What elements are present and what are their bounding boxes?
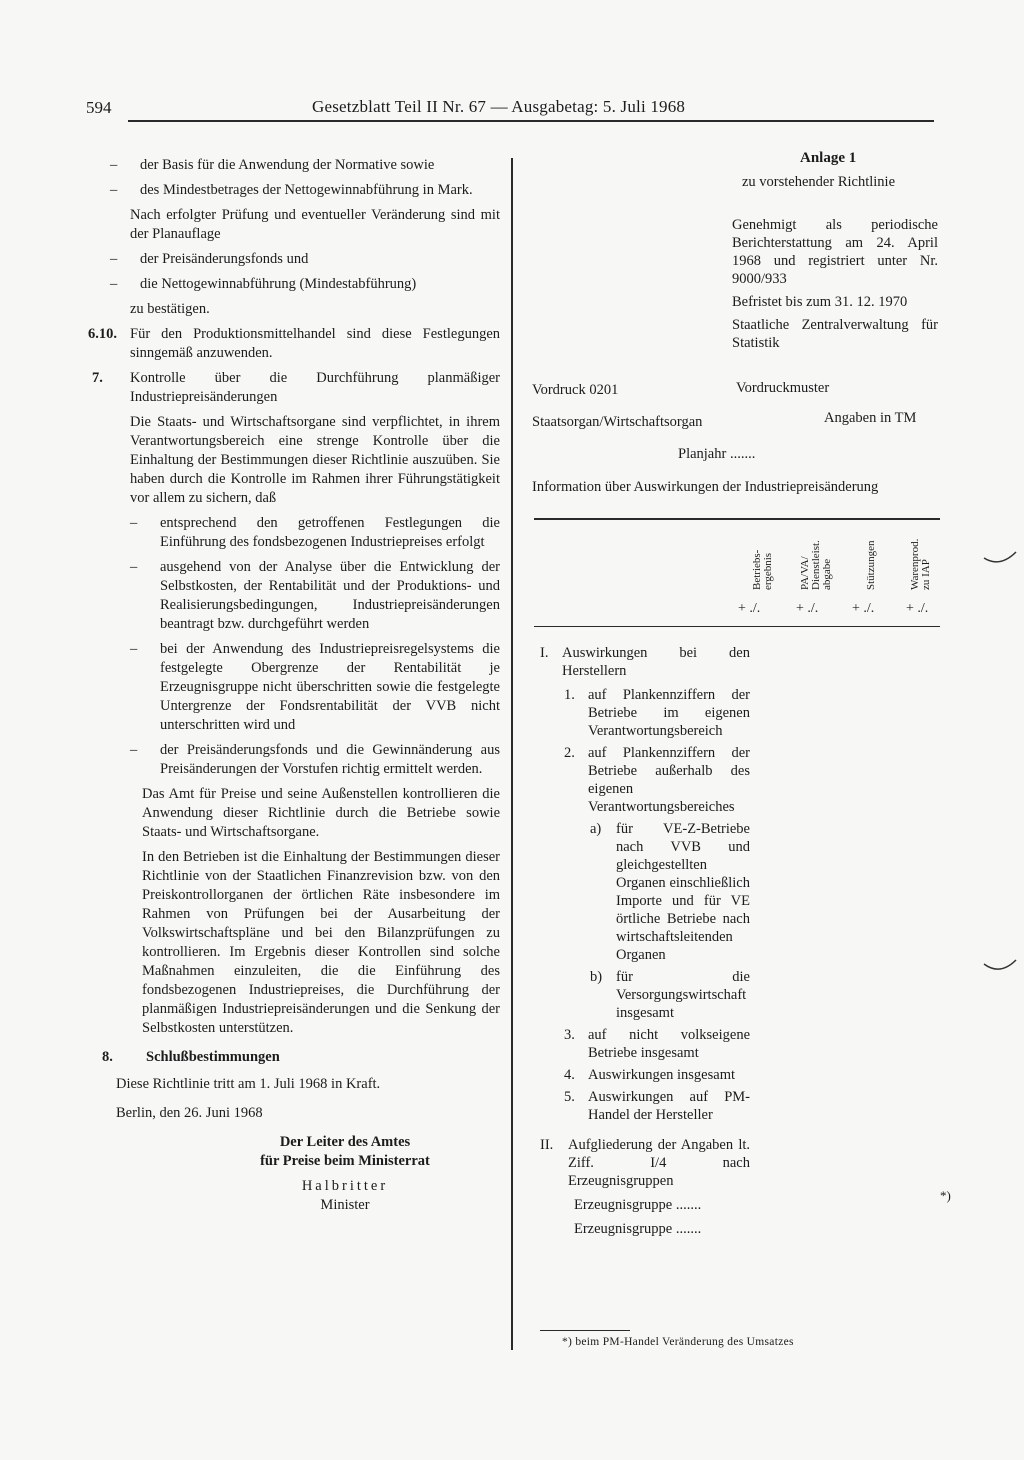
organ-label: Staatsorgan/Wirtschaftsorgan <box>532 414 703 430</box>
footnote: *) beim PM-Handel Veränderung des Umsatzes <box>562 1336 794 1348</box>
information-title: Information über Auswirkungen der Industriepreisänderung <box>532 479 879 495</box>
footnote-marker: *) <box>940 1188 951 1203</box>
list-item: – der Preisänderungsfonds und <box>110 251 309 267</box>
signature-line-1: Der Leiter des Amtes <box>279 1134 411 1150</box>
page-header-title: Gesetzblatt Teil II Nr. 67 — Ausgabetag: 5. Juli 1968 <box>312 97 686 116</box>
table-row: 5. Auswirkungen auf PM-Handel der Hersteller <box>564 1089 750 1123</box>
form-number: Vordruck 0201 <box>532 382 619 398</box>
margin-mark <box>982 548 1018 568</box>
planjahr-label: Planjahr ....... <box>678 446 756 462</box>
valid-until: Befristet bis zum 31. 12. 1970 <box>732 294 908 310</box>
list-item: – entsprechend den getroffenen Festlegungen die Einführung des fondsbezogenen Industriepreises erfolgt <box>130 515 500 550</box>
left-column <box>88 156 500 1215</box>
approval-text: Genehmigt als periodische Berichterstattung am 24. April 1968 und registriert unter Nr. 9000/933 <box>732 217 938 287</box>
table-row: 2. auf Plankennziffern der Betriebe außerhalb des eigenen Verantwortungsbereiches <box>564 745 750 815</box>
column-divider <box>511 158 513 1350</box>
signature-role: Minister <box>320 1197 370 1213</box>
paragraph: Das Amt für Preise und seine Außenstellen kontrollieren die Anwendung dieser Richtlinie durch die Betriebe sowie Staats- und Wirtschaftsorgane. <box>142 786 500 840</box>
table-row: I. Auswirkungen bei den Herstellern <box>540 645 750 679</box>
annex-subtitle: zu vorstehender Richtlinie <box>742 174 896 190</box>
plus-minus-label: + ./. <box>906 601 929 616</box>
table-row: II. Aufgliederung der Angaben lt. Ziff. I/4 nach Erzeugnisgruppen <box>540 1137 750 1189</box>
approval-block <box>732 216 938 357</box>
column-header: PA/VA/ Dienstleist. abgabe <box>799 540 833 590</box>
page-number: 594 <box>86 98 112 117</box>
paragraph: Die Staats- und Wirtschaftsorgane sind verpflichtet, in ihrem Verantwortungsbereich eine strenge Kontrolle über die Einhaltung der Bestimmungen dieser Richtlinie auszuüben. Sie haben durch die Kontrolle im Rahmen ihrer Führungstätigkeit vor allem zu sichern, daß <box>130 414 500 506</box>
column-header: Warenprod. zu IAP <box>909 538 932 590</box>
paragraph: zu bestätigen. <box>130 301 210 317</box>
row-list <box>540 644 750 1244</box>
table-row: 3. auf nicht volkseigene Betriebe insgesamt <box>564 1027 750 1061</box>
table-row: 4. Auswirkungen insgesamt <box>564 1067 735 1083</box>
signature-line-2: für Preise beim Ministerrat <box>260 1153 430 1169</box>
table-row: a) für VE-Z-Betriebe nach VVB und gleichgestellten Organen einschließlich Importe und für VE örtliche Betriebe nach wirtschaftsleitenden Organen <box>590 821 750 963</box>
paragraph: In den Betrieben ist die Einhaltung der Bestimmungen dieser Richtlinie von der Staatlichen Finanzrevision bzw. von den Preiskontrollorganen der örtlichen Räte insbesondere im Rahmen von Prüfungen bei der Ausarbeitung der Volkswirtschaftspläne und bei den Bilanzprüfungen zu kontrollieren. Im Ergebnis dieser Kontrollen sind solche Maßnahmen einzuleiten, die die Einführung des fondsbezogenen Industriepreises, die Durchführung der planmäßigen Industriepreisänderungen und die Senkung der Selbstkosten unterstützen. <box>142 849 500 1036</box>
plus-minus-label: + ./. <box>796 601 819 616</box>
table-row: 1. auf Plankennziffern der Betriebe im eigenen Verantwortungsbereich <box>564 687 750 739</box>
plus-minus-label: + ./. <box>738 601 761 616</box>
section-7: 7. Kontrolle über die Durchführung planmäßiger Industriepreisänderungen <box>92 370 500 405</box>
table-row: b) für die Versorgungswirtschaft insgesamt <box>590 969 750 1021</box>
list-item: – bei der Anwendung des Industriepreisregelsystems die festgelegte Obergrenze der Rentabilität je Erzeugnisgruppe nicht überschritten sowie die festgelegte Untergrenze der Fondsrentabilität der VVB nicht unterschritten wird und <box>130 641 500 733</box>
table-header-rule <box>534 626 940 627</box>
unit-label: Angaben in TM <box>824 410 917 426</box>
table-row: Erzeugnisgruppe ....... <box>574 1221 702 1237</box>
margin-mark <box>982 958 1018 978</box>
authority: Staatliche Zentralverwaltung für Statistik <box>732 317 938 351</box>
list-item: – der Basis für die Anwendung der Normative sowie <box>110 157 435 173</box>
place-date: Berlin, den 26. Juni 1968 <box>116 1105 263 1121</box>
table-top-rule <box>534 518 940 520</box>
list-item: – der Preisänderungsfonds und die Gewinnänderung aus Preisänderungen der Vorstufen richtig ermittelt werden. <box>130 742 500 777</box>
header-rule <box>128 120 934 122</box>
section-6-10: 6.10. Für den Produktionsmittelhandel sind diese Festlegungen sinngemäß anzuwenden. <box>88 326 500 361</box>
plus-minus-label: + ./. <box>852 601 875 616</box>
paragraph: Diese Richtlinie tritt am 1. Juli 1968 in Kraft. <box>116 1076 381 1092</box>
list-item: – des Mindestbetrages der Nettogewinnabführung in Mark. <box>110 182 473 198</box>
section-8: 8. Schlußbestimmungen <box>102 1049 280 1065</box>
form-sample: Vordruckmuster <box>736 380 830 396</box>
paragraph: Nach erfolgter Prüfung und eventueller Veränderung sind mit der Planauflage <box>130 207 500 242</box>
signature-name: Halbritter <box>301 1178 389 1194</box>
column-header: Stützungen <box>865 540 877 590</box>
list-item: – ausgehend von der Analyse über die Entwicklung der Selbstkosten, der Rentabilität und der Produktions- und Realisierungsbedingungen, Industriepreisänderungen beantragt bzw. durchgeführt werden <box>130 559 500 632</box>
footnote-rule <box>540 1330 630 1331</box>
annex-title: Anlage 1 <box>800 150 857 166</box>
column-header: Betriebs- ergebnis <box>751 549 774 590</box>
list-item: – die Nettogewinnabführung (Mindestabführung) <box>110 276 417 292</box>
table-row: Erzeugnisgruppe ....... <box>574 1197 702 1213</box>
